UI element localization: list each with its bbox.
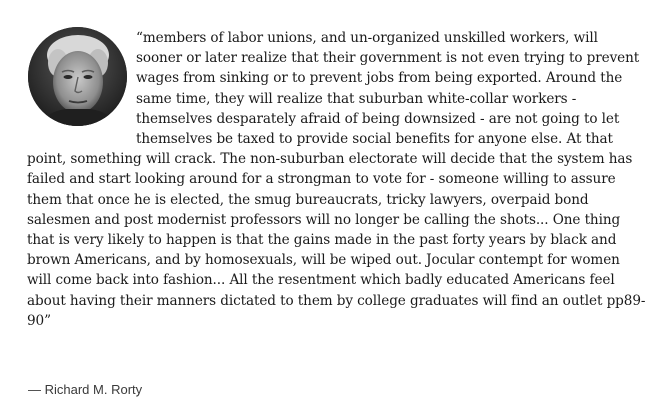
quote-attribution: — Richard M. Rorty bbox=[28, 382, 143, 397]
portrait-spacer bbox=[27, 28, 136, 146]
quote-text: “members of labor unions, and un-organized unskilled workers, will sooner or later realize that their government is not even trying to prevent wages from sinking or to prevent jobs from being exported. Around the same time, they will realize that suburban white-collar workers - themselves desparately afraid of being downsized - are not going to let themselves be taxed to provide social benefits for anyone else. At that point, something will crack. The non-suburban electorate will decide that the system has failed and start looking around for a strongman to vote for - someone willing to assure them that once he is elected, the smug bureaucrats, tricky lawyers, overpaid bond salesmen and post modernist professors will no longer be calling the shots... One thing that is very likely to happen is that the gains made in the past forty years by black and brown Americans, and by homosexuals, will be wiped out. Jocular contempt for women will come back into fashion... All the resentment which badly educated Americans feel about having their manners dictated to them by college graduates will find an outlet pp89-90” bbox=[27, 30, 646, 329]
quote-block bbox=[27, 28, 647, 331]
